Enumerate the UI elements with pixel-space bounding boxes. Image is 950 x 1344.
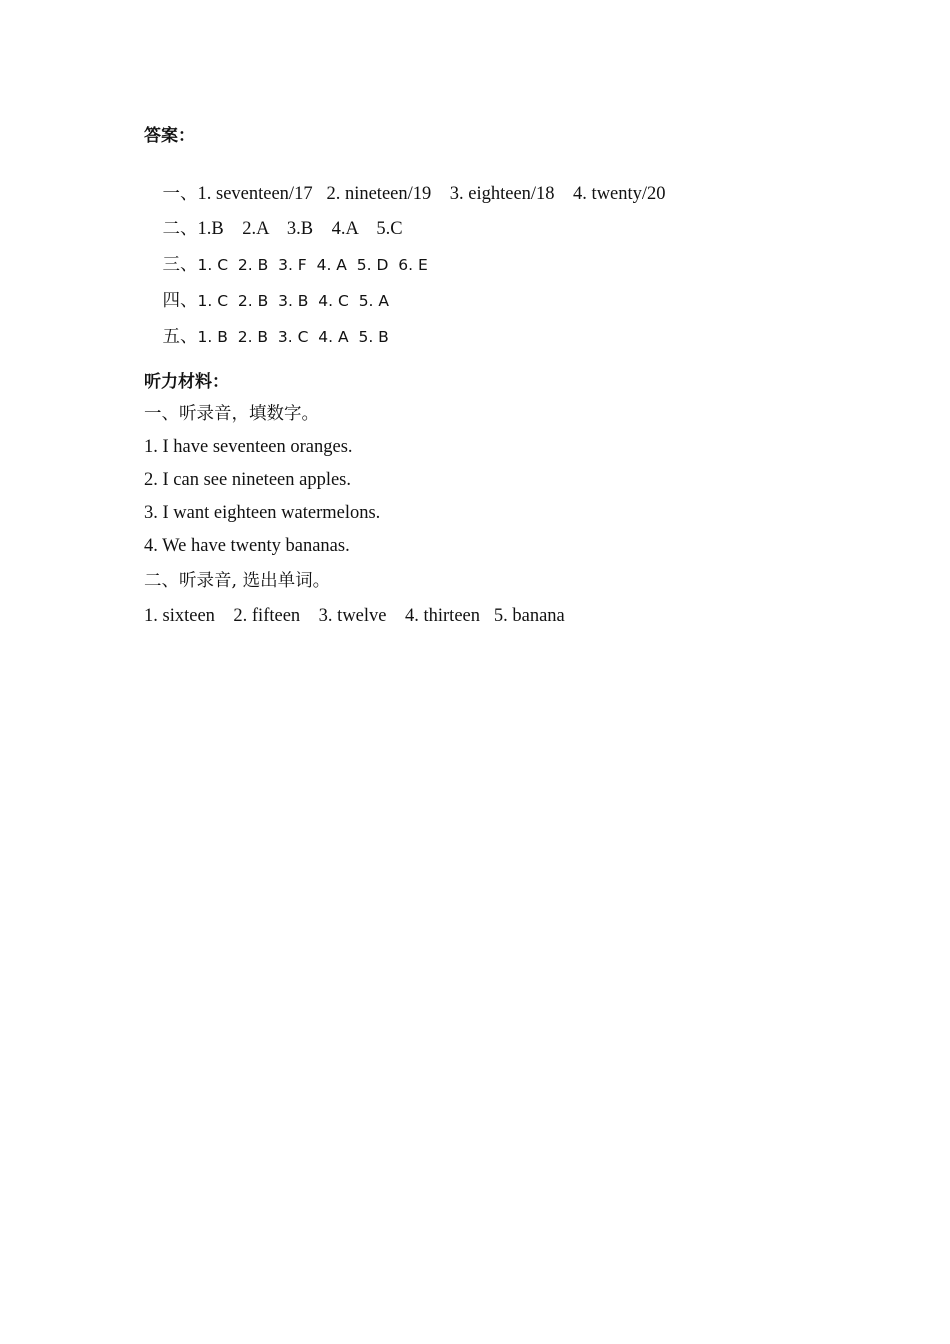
answer-row-2-text: 1.B 2.A 3.B 4.A 5.C (197, 219, 403, 239)
listening-section-1-title: 一、听录音，填数字。 (144, 404, 319, 424)
answer-row-4-prefix: 四、 (162, 291, 198, 311)
answer-row-1-prefix: 一、 (162, 184, 198, 204)
answer-row-5 (144, 301, 389, 373)
answer-row-5-prefix: 五、 (162, 327, 198, 347)
listening-item-3: 3. I want eighteen watermelons. (144, 503, 381, 523)
answer-row-5-text: 1. B 2. B 3. C 4. A 5. B (197, 328, 389, 346)
listening-item-2: 2. I can see nineteen apples. (144, 470, 352, 490)
answers-heading: 答案： (144, 126, 195, 146)
answer-row-4-text: 1. C 2. B 3. B 4. C 5. A (197, 292, 390, 310)
answer-row-1-text: 1. seventeen/17 2. nineteen/19 3. eighteen/18 4. twenty/20 (197, 184, 666, 204)
answer-row-3-text: 1. C 2. B 3. F 4. A 5. D 6. E (197, 256, 428, 274)
answer-row-2-prefix: 二、 (162, 219, 198, 239)
listening-heading: 听力材料： (144, 372, 229, 392)
listening-section-2-title: 二、听录音, 选出单词。 (144, 571, 331, 591)
listening-item-4: 4. We have twenty bananas. (144, 536, 350, 556)
answer-row-3-prefix: 三、 (162, 255, 198, 275)
listening-section-2-items: 1. sixteen 2. fifteen 3. twelve 4. thirteen 5. banana (144, 606, 565, 626)
listening-item-1: 1. I have seventeen oranges. (144, 437, 353, 457)
